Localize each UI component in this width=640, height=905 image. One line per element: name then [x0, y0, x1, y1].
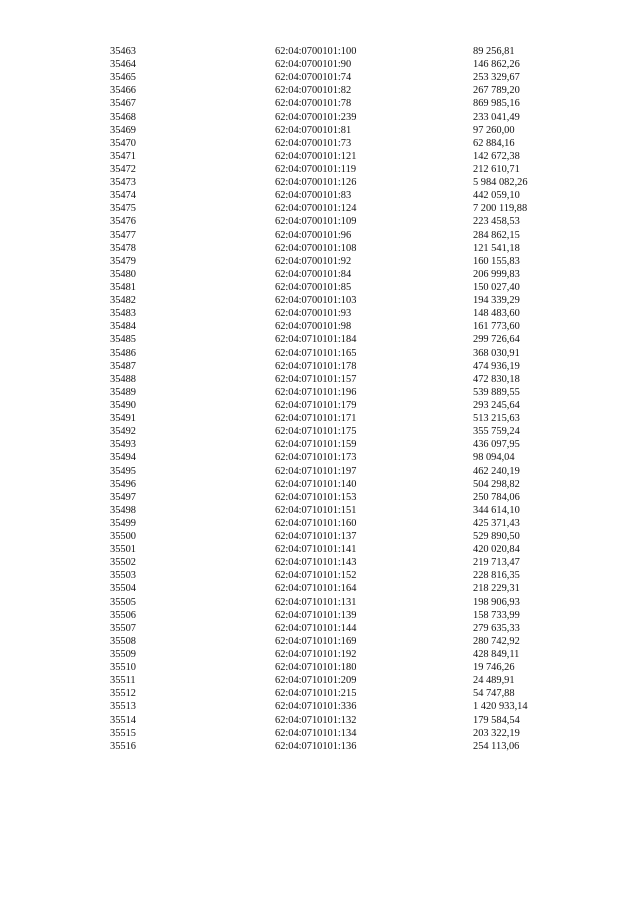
- cadastral-number-cell: 62:04:0700101:121: [275, 150, 357, 162]
- cadastral-number-cell: 62:04:0710101:144: [275, 622, 357, 634]
- row-number-cell: 35508: [110, 635, 136, 647]
- cadastral-value-cell: 253 329,67: [473, 72, 520, 84]
- table-row: [0, 438, 640, 451]
- row-number-cell: 35513: [110, 701, 136, 713]
- row-number-cell: 35503: [110, 570, 136, 582]
- cadastral-number-cell: 62:04:0710101:192: [275, 649, 357, 661]
- cadastral-value-cell: 420 020,84: [473, 544, 520, 556]
- table-row: [0, 740, 640, 753]
- row-number-cell: 35486: [110, 347, 136, 359]
- row-number-cell: 35480: [110, 268, 136, 280]
- cadastral-value-cell: 504 298,82: [473, 478, 520, 490]
- cadastral-value-cell: 368 030,91: [473, 347, 520, 359]
- cadastral-value-cell: 267 789,20: [473, 85, 520, 97]
- table-row: [0, 58, 640, 71]
- table-row: [0, 84, 640, 97]
- table-row: [0, 674, 640, 687]
- cadastral-value-cell: 869 985,16: [473, 98, 520, 110]
- cadastral-value-cell: 5 984 082,26: [473, 177, 528, 189]
- table-row: [0, 333, 640, 346]
- cadastral-value-table: [0, 45, 640, 753]
- cadastral-value-cell: 344 614,10: [473, 504, 520, 516]
- cadastral-number-cell: 62:04:0710101:171: [275, 413, 357, 425]
- cadastral-number-cell: 62:04:0710101:173: [275, 452, 357, 464]
- cadastral-number-cell: 62:04:0700101:239: [275, 111, 357, 123]
- row-number-cell: 35490: [110, 399, 136, 411]
- cadastral-number-cell: 62:04:0710101:136: [275, 740, 357, 752]
- cadastral-number-cell: 62:04:0700101:93: [275, 308, 352, 320]
- cadastral-number-cell: 62:04:0710101:140: [275, 478, 357, 490]
- row-number-cell: 35512: [110, 688, 136, 700]
- table-row: [0, 163, 640, 176]
- cadastral-value-cell: 150 027,40: [473, 281, 520, 293]
- cadastral-value-cell: 284 862,15: [473, 229, 520, 241]
- row-number-cell: 35481: [110, 281, 136, 293]
- table-row: [0, 687, 640, 700]
- table-row: [0, 137, 640, 150]
- cadastral-value-cell: 472 830,18: [473, 373, 520, 385]
- cadastral-value-cell: 293 245,64: [473, 399, 520, 411]
- cadastral-number-cell: 62:04:0700101:126: [275, 177, 357, 189]
- cadastral-value-cell: 89 256,81: [473, 46, 515, 57]
- row-number-cell: 35497: [110, 491, 136, 503]
- cadastral-value-cell: 146 862,26: [473, 59, 520, 71]
- row-number-cell: 35502: [110, 557, 136, 569]
- cadastral-value-cell: 19 746,26: [473, 662, 515, 674]
- row-number-cell: 35469: [110, 124, 136, 136]
- row-number-cell: 35505: [110, 596, 136, 608]
- cadastral-number-cell: 62:04:0710101:196: [275, 386, 357, 398]
- row-number-cell: 35465: [110, 72, 136, 84]
- cadastral-value-cell: 212 610,71: [473, 163, 520, 175]
- table-row: [0, 556, 640, 569]
- table-row: [0, 176, 640, 189]
- cadastral-number-cell: 62:04:0710101:137: [275, 531, 357, 543]
- cadastral-number-cell: 62:04:0700101:96: [275, 229, 352, 241]
- table-row: [0, 268, 640, 281]
- cadastral-value-cell: 24 489,91: [473, 675, 515, 687]
- cadastral-value-cell: 198 906,93: [473, 596, 520, 608]
- row-number-cell: 35470: [110, 137, 136, 149]
- table-row: [0, 530, 640, 543]
- table-row: [0, 294, 640, 307]
- cadastral-value-cell: 179 584,54: [473, 714, 520, 726]
- table-row: [0, 622, 640, 635]
- row-number-cell: 35515: [110, 727, 136, 739]
- row-number-cell: 35499: [110, 517, 136, 529]
- table-row: [0, 373, 640, 386]
- table-row: [0, 320, 640, 333]
- cadastral-number-cell: 62:04:0710101:153: [275, 491, 357, 503]
- table-row: [0, 399, 640, 412]
- cadastral-number-cell: 62:04:0700101:83: [275, 190, 352, 202]
- cadastral-value-cell: 62 884,16: [473, 137, 515, 149]
- cadastral-value-cell: 218 229,31: [473, 583, 520, 595]
- row-number-cell: 35492: [110, 426, 136, 438]
- cadastral-number-cell: 62:04:0710101:159: [275, 439, 357, 451]
- row-number-cell: 35463: [110, 46, 136, 57]
- row-number-cell: 35478: [110, 242, 136, 254]
- cadastral-number-cell: 62:04:0710101:164: [275, 583, 357, 595]
- table-row: [0, 635, 640, 648]
- row-number-cell: 35471: [110, 150, 136, 162]
- table-row: [0, 386, 640, 399]
- row-number-cell: 35495: [110, 465, 136, 477]
- cadastral-value-cell: 233 041,49: [473, 111, 520, 123]
- cadastral-value-cell: 98 094,04: [473, 452, 515, 464]
- row-number-cell: 35514: [110, 714, 136, 726]
- table-row: [0, 491, 640, 504]
- row-number-cell: 35510: [110, 662, 136, 674]
- table-row: [0, 714, 640, 727]
- cadastral-number-cell: 62:04:0700101:81: [275, 124, 352, 136]
- table-row: [0, 215, 640, 228]
- row-number-cell: 35487: [110, 360, 136, 372]
- cadastral-value-cell: 436 097,95: [473, 439, 520, 451]
- table-row: [0, 111, 640, 124]
- row-number-cell: 35472: [110, 163, 136, 175]
- row-number-cell: 35494: [110, 452, 136, 464]
- cadastral-value-cell: 7 200 119,88: [473, 203, 528, 215]
- cadastral-number-cell: 62:04:0700101:108: [275, 242, 357, 254]
- cadastral-number-cell: 62:04:0700101:73: [275, 137, 352, 149]
- cadastral-value-cell: 425 371,43: [473, 517, 520, 529]
- row-number-cell: 35500: [110, 531, 136, 543]
- cadastral-number-cell: 62:04:0700101:84: [275, 268, 352, 280]
- cadastral-number-cell: 62:04:0710101:180: [275, 662, 357, 674]
- cadastral-value-cell: 121 541,18: [473, 242, 520, 254]
- row-number-cell: 35485: [110, 334, 136, 346]
- table-row: [0, 609, 640, 622]
- cadastral-value-cell: 203 322,19: [473, 727, 520, 739]
- cadastral-value-cell: 428 849,11: [473, 649, 520, 661]
- cadastral-number-cell: 62:04:0710101:143: [275, 557, 357, 569]
- row-number-cell: 35507: [110, 622, 136, 634]
- table-row: [0, 648, 640, 661]
- table-row: [0, 478, 640, 491]
- table-row: [0, 569, 640, 582]
- cadastral-number-cell: 62:04:0710101:134: [275, 727, 357, 739]
- row-number-cell: 35516: [110, 740, 136, 752]
- table-row: [0, 242, 640, 255]
- row-number-cell: 35511: [110, 675, 136, 687]
- table-row: [0, 425, 640, 438]
- cadastral-value-cell: 219 713,47: [473, 557, 520, 569]
- cadastral-value-cell: 1 420 933,14: [473, 701, 528, 713]
- cadastral-value-cell: 254 113,06: [473, 740, 520, 752]
- table-row: [0, 543, 640, 556]
- cadastral-number-cell: 62:04:0710101:175: [275, 426, 357, 438]
- cadastral-number-cell: 62:04:0700101:90: [275, 59, 352, 71]
- row-number-cell: 35477: [110, 229, 136, 241]
- table-row: [0, 727, 640, 740]
- cadastral-number-cell: 62:04:0710101:131: [275, 596, 357, 608]
- cadastral-value-cell: 158 733,99: [473, 609, 520, 621]
- cadastral-number-cell: 62:04:0710101:160: [275, 517, 357, 529]
- table-row: [0, 360, 640, 373]
- cadastral-number-cell: 62:04:0700101:78: [275, 98, 352, 110]
- cadastral-number-cell: 62:04:0710101:165: [275, 347, 357, 359]
- table-row: [0, 307, 640, 320]
- row-number-cell: 35474: [110, 190, 136, 202]
- cadastral-value-cell: 299 726,64: [473, 334, 520, 346]
- cadastral-number-cell: 62:04:0710101:132: [275, 714, 357, 726]
- table-row: [0, 347, 640, 360]
- cadastral-value-cell: 228 816,35: [473, 570, 520, 582]
- cadastral-number-cell: 62:04:0700101:119: [275, 163, 357, 175]
- cadastral-value-cell: 355 759,24: [473, 426, 520, 438]
- cadastral-number-cell: 62:04:0700101:74: [275, 72, 352, 84]
- row-number-cell: 35473: [110, 177, 136, 189]
- table-row: [0, 281, 640, 294]
- cadastral-number-cell: 62:04:0710101:152: [275, 570, 357, 582]
- cadastral-number-cell: 62:04:0710101:209: [275, 675, 357, 687]
- row-number-cell: 35476: [110, 216, 136, 228]
- cadastral-value-cell: 280 742,92: [473, 635, 520, 647]
- row-number-cell: 35491: [110, 413, 136, 425]
- cadastral-number-cell: 62:04:0710101:178: [275, 360, 357, 372]
- table-row: [0, 517, 640, 530]
- cadastral-number-cell: 62:04:0700101:92: [275, 255, 352, 267]
- cadastral-value-cell: 250 784,06: [473, 491, 520, 503]
- table-row: [0, 255, 640, 268]
- table-row: [0, 582, 640, 595]
- cadastral-value-cell: 194 339,29: [473, 295, 520, 307]
- cadastral-number-cell: 62:04:0700101:100: [275, 46, 357, 57]
- row-number-cell: 35489: [110, 386, 136, 398]
- row-number-cell: 35482: [110, 295, 136, 307]
- table-row: [0, 202, 640, 215]
- cadastral-value-cell: 148 483,60: [473, 308, 520, 320]
- table-row: [0, 150, 640, 163]
- cadastral-value-cell: 462 240,19: [473, 465, 520, 477]
- row-number-cell: 35506: [110, 609, 136, 621]
- cadastral-number-cell: 62:04:0710101:215: [275, 688, 357, 700]
- row-number-cell: 35468: [110, 111, 136, 123]
- cadastral-number-cell: 62:04:0710101:179: [275, 399, 357, 411]
- table-row: [0, 71, 640, 84]
- cadastral-number-cell: 62:04:0700101:124: [275, 203, 357, 215]
- cadastral-number-cell: 62:04:0710101:157: [275, 373, 357, 385]
- cadastral-number-cell: 62:04:0700101:85: [275, 281, 352, 293]
- cadastral-number-cell: 62:04:0700101:98: [275, 321, 352, 333]
- cadastral-number-cell: 62:04:0710101:141: [275, 544, 357, 556]
- row-number-cell: 35466: [110, 85, 136, 97]
- cadastral-number-cell: 62:04:0710101:184: [275, 334, 357, 346]
- cadastral-number-cell: 62:04:0710101:139: [275, 609, 357, 621]
- row-number-cell: 35509: [110, 649, 136, 661]
- cadastral-value-cell: 513 215,63: [473, 413, 520, 425]
- row-number-cell: 35484: [110, 321, 136, 333]
- cadastral-value-cell: 160 155,83: [473, 255, 520, 267]
- row-number-cell: 35475: [110, 203, 136, 215]
- cadastral-value-cell: 539 889,55: [473, 386, 520, 398]
- table-row: [0, 124, 640, 137]
- cadastral-value-cell: 161 773,60: [473, 321, 520, 333]
- table-row: [0, 97, 640, 110]
- table-row: [0, 504, 640, 517]
- row-number-cell: 35498: [110, 504, 136, 516]
- row-number-cell: 35464: [110, 59, 136, 71]
- table-row: [0, 412, 640, 425]
- row-number-cell: 35504: [110, 583, 136, 595]
- cadastral-value-cell: 142 672,38: [473, 150, 520, 162]
- table-row: [0, 451, 640, 464]
- cadastral-number-cell: 62:04:0710101:151: [275, 504, 357, 516]
- row-number-cell: 35483: [110, 308, 136, 320]
- row-number-cell: 35501: [110, 544, 136, 556]
- row-number-cell: 35496: [110, 478, 136, 490]
- cadastral-number-cell: 62:04:0710101:197: [275, 465, 357, 477]
- cadastral-value-cell: 54 747,88: [473, 688, 515, 700]
- row-number-cell: 35488: [110, 373, 136, 385]
- cadastral-number-cell: 62:04:0700101:82: [275, 85, 352, 97]
- cadastral-number-cell: 62:04:0710101:169: [275, 635, 357, 647]
- row-number-cell: 35467: [110, 98, 136, 110]
- table-row: [0, 465, 640, 478]
- cadastral-number-cell: 62:04:0710101:336: [275, 701, 357, 713]
- cadastral-value-cell: 279 635,33: [473, 622, 520, 634]
- cadastral-value-cell: 474 936,19: [473, 360, 520, 372]
- cadastral-value-cell: 206 999,83: [473, 268, 520, 280]
- cadastral-value-cell: 223 458,53: [473, 216, 520, 228]
- cadastral-value-cell: 97 260,00: [473, 124, 515, 136]
- row-number-cell: 35479: [110, 255, 136, 267]
- cadastral-value-cell: 529 890,50: [473, 531, 520, 543]
- table-row: [0, 596, 640, 609]
- cadastral-number-cell: 62:04:0700101:103: [275, 295, 357, 307]
- table-row: [0, 229, 640, 242]
- table-row: [0, 45, 640, 58]
- cadastral-value-cell: 442 059,10: [473, 190, 520, 202]
- table-row: [0, 700, 640, 713]
- table-row: [0, 661, 640, 674]
- cadastral-number-cell: 62:04:0700101:109: [275, 216, 357, 228]
- row-number-cell: 35493: [110, 439, 136, 451]
- table-row: [0, 189, 640, 202]
